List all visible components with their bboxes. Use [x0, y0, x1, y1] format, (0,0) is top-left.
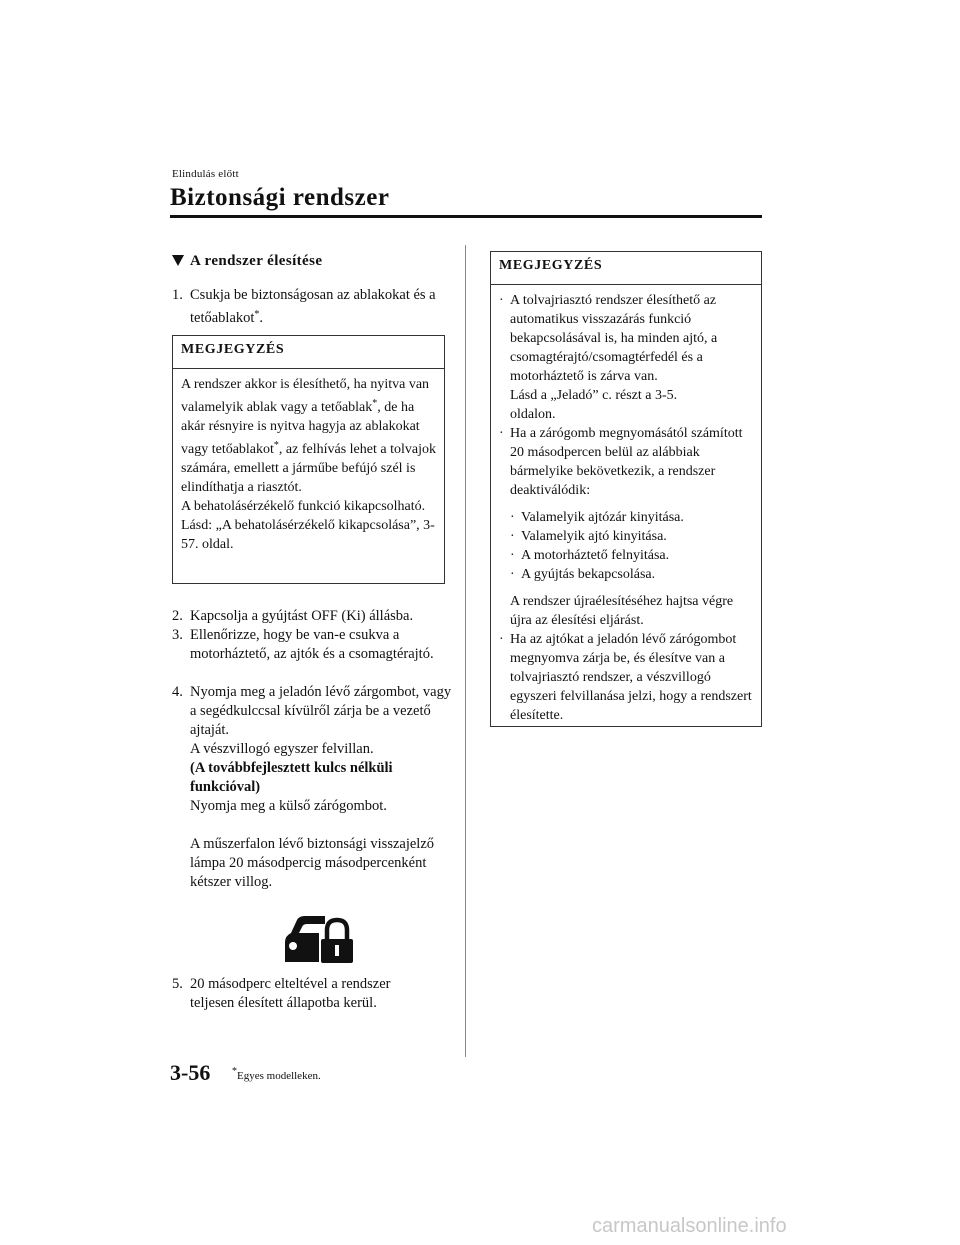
step-5: 5. 20 másodperc elteltével a rendszer teljesen élesített állapotba kerül. — [172, 976, 391, 1011]
note-paragraph: A behatolásérzékelő funkció kikapcsolható. — [181, 499, 426, 514]
note-body — [491, 285, 761, 725]
note-title: MEGJEGYZÉS — [173, 336, 444, 369]
sub-list — [499, 508, 755, 584]
step-4: 4. Nyomja meg a jeladón lévő zárgombot, vagy a segédkulccsal kívülről zárja be a vezető ajtaját. A vészvillogó egyszer felvillan. (A továbbfejlesztett kulcs nélküli funkcióval) Nyomja meg a külső zárógombot. A műszerfalon lévő biztonsági visszajelző lámpa 20 másodpercig másodpercenként kétszer villog. — [172, 684, 452, 890]
sub-list-item: · Valamelyik ajtó kinyitása. — [510, 529, 667, 544]
note-paragraph: A rendszer akkor is élesíthető, ha nyitva van valamelyik ablak vagy a tetőablak*, de ha akár résnyire is nyitva hagyja az ablakokat vagy tetőablakot*, az felhívás lehet a tolvajok számára, emellett a járműbe befújó szél is elindíthatja a riasztót. — [181, 377, 436, 495]
step-3: 3. Ellenőrizze, hogy be van-e csukva a motorháztető, az ajtók és a csomagtérajtó. — [172, 627, 434, 662]
step-1: 1. Csukja be biztonságosan az ablakokat és a tetőablakot*. — [172, 287, 436, 326]
note-box-right — [490, 251, 762, 727]
sub-list-item: · Valamelyik ajtózár kinyitása. — [510, 510, 684, 525]
note-box-left — [172, 335, 445, 584]
section-label: Elindulás előtt — [172, 168, 239, 180]
watermark: carmanualsonline.info — [592, 1215, 787, 1237]
step-2: 2. Kapcsolja a gyújtást OFF (Ki) állásba. — [172, 608, 414, 624]
title-rule — [170, 215, 762, 218]
list-item: · A tolvajriasztó rendszer élesíthető az automatikus visszazárás funkció bekapcsolásával is, ha minden ajtó, a csomagtérajtó/csomagtérfedél és a motorháztető is zárva van. Lásd a „Jeladó” c. részt a 3-5. oldalon. — [499, 293, 718, 422]
footnote: *Egyes modelleken. — [232, 1066, 321, 1082]
sub-list-item: · A motorháztető felnyitása. — [510, 548, 670, 563]
triangle-marker-icon — [172, 255, 184, 266]
column-divider — [465, 245, 466, 1057]
security-indicator-lock-icon — [283, 912, 355, 964]
sub-list-item: · A gyújtás bekapcsolása. — [510, 567, 656, 582]
note-body — [173, 369, 444, 554]
page-number: 3-56 — [170, 1060, 211, 1085]
bold-note: (A továbbfejlesztett kulcs nélküli funkcióval) — [190, 760, 393, 795]
page-title: Biztonsági rendszer — [170, 184, 390, 211]
note-paragraph: Lásd: „A behatolásérzékelő kikapcsolása”, 3-57. oldal. — [181, 518, 435, 552]
list-item: · Ha az ajtókat a jeladón lévő zárógombot megnyomva zárja be, és élesítve van a tolvajriasztó rendszer, a vészvillogó egyszeri felvillanása jelzi, hogy a rendszert élesítette. — [499, 632, 752, 723]
note-title: MEGJEGYZÉS — [491, 252, 761, 285]
list-item: · Ha a zárógomb megnyomásától számított 20 másodpercen belül az alábbiak bármelyike bekövetkezik, a rendszer deaktiválódik: — [499, 426, 743, 498]
note-paragraph: A rendszer újraélesítéséhez hajtsa végre újra az élesítési eljárást. — [510, 594, 734, 628]
subheading: A rendszer élesítése — [172, 253, 322, 270]
